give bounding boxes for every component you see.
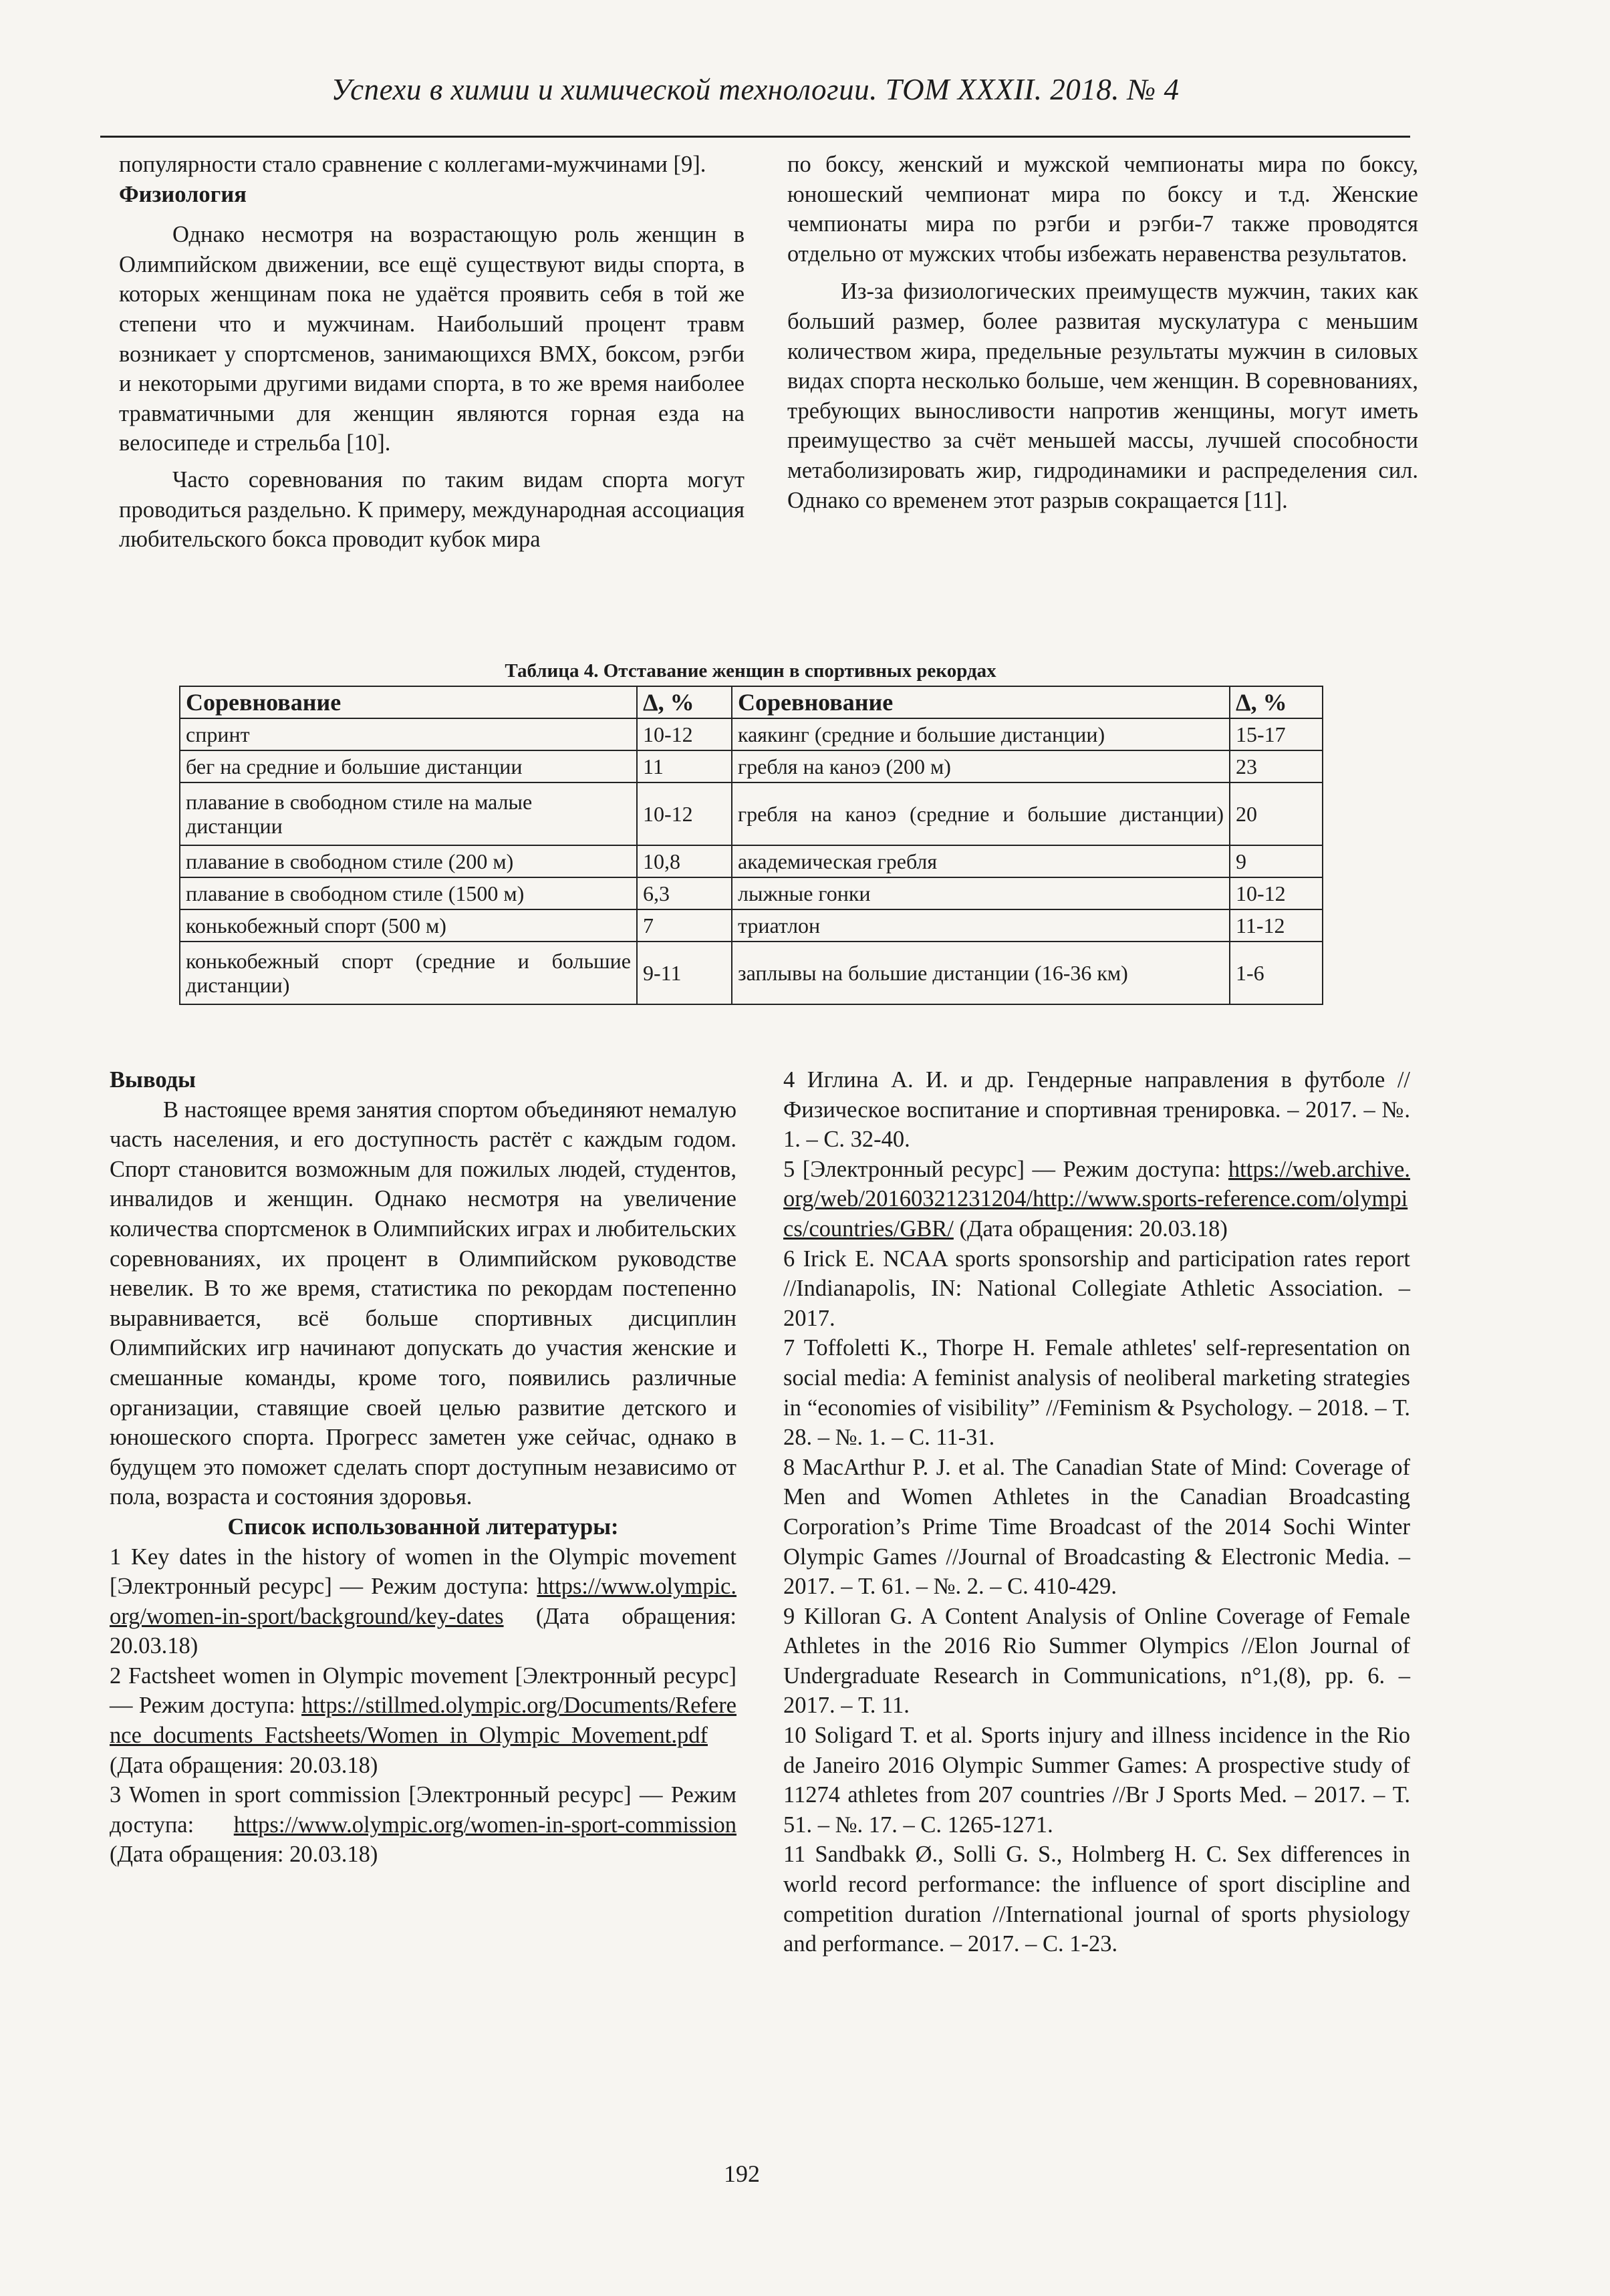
column-header: Соревнование [732, 686, 1230, 718]
journal-header: Успехи в химии и химической технологии. ТОМ XXXII. 2018. № 4 [331, 73, 1180, 106]
table-cell: 20 [1230, 782, 1323, 845]
paragraph: Часто соревнования по таким видам спорта могут проводиться раздельно. К примеру, международная ассоциация любительского бокса проводит кубок мира [119, 466, 745, 553]
reference-item: 3 Women in sport commission [Электронный ресурс] — Режим доступа: https://www.olympic.org/women-in-sport-commission (Дата обращения: 20.03.18) [110, 1782, 736, 1868]
table-cell: триатлон [732, 909, 1230, 942]
table-cell: 10,8 [637, 845, 732, 877]
table-cell: конькобежный спорт (500 м) [180, 909, 637, 942]
table-cell: гребля на каноэ (средние и большие дистанции) [732, 782, 1230, 845]
bottom-right-column [783, 1065, 1410, 1959]
table-header-row [180, 686, 1323, 718]
references-heading: Список использованной литературы: [227, 1514, 619, 1540]
paragraph: популярности стало сравнение с коллегами-мужчинами [9]. [119, 152, 706, 177]
table-cell: конькобежный спорт (средние и большие дистанции) [180, 942, 637, 1004]
table-cell: плавание в свободном стиле (1500 м) [180, 877, 637, 909]
column-header: Δ, % [637, 686, 732, 718]
column-header: Δ, % [1230, 686, 1323, 718]
reference-item: 2 Factsheet women in Olympic movement [Электронный ресурс] — Режим доступа: https://stillmed.olympic.org/Documents/Reference_documents_Factsheets/Women_in_Olympic_Movement.pdf (Дата обращения: 20.03.18) [110, 1663, 736, 1778]
table-cell: 1-6 [1230, 942, 1323, 1004]
table-row [180, 942, 1323, 1004]
table-cell: спринт [180, 718, 637, 750]
reference-link[interactable]: https://stillmed.olympic.org/Documents/Reference_documents_Factsheets/Women_in_Olympic_Movement.pdf [110, 1693, 736, 1749]
table-cell: заплывы на большие дистанции (16-36 км) [732, 942, 1230, 1004]
reference-item: 6 Irick E. NCAA sports sponsorship and participation rates report //Indianapolis, IN: National Collegiate Athletic Association. – 2017. [783, 1246, 1410, 1331]
table-cell: академическая гребля [732, 845, 1230, 877]
table-row [180, 718, 1323, 750]
table-caption: Таблица 4. Отставание женщин в спортивных рекордах [505, 660, 996, 682]
reference-item: 5 [Электронный ресурс] — Режим доступа: https://web.archive.org/web/20160321231204/http://www.sports-reference.com/olympics/countries/GBR/ (Дата обращения: 20.03.18) [783, 1156, 1410, 1242]
table-cell: 23 [1230, 750, 1323, 782]
header-divider [100, 136, 1410, 138]
table-cell: лыжные гонки [732, 877, 1230, 909]
table-cell: 11-12 [1230, 909, 1323, 942]
table-cell: 10-12 [637, 718, 732, 750]
table-cell: 9 [1230, 845, 1323, 877]
table-row [180, 845, 1323, 877]
section-heading-physiology: Физиология [119, 181, 247, 207]
reference-item: 11 Sandbakk Ø., Solli G. S., Holmberg H. C. Sex differences in world record performance: the influence of sport discipline and competition duration //International journal of sports physiology and performance. – 2017. – С. 1-23. [783, 1842, 1410, 1957]
reference-link[interactable]: https://web.archive.org/web/20160321231204/http://www.sports-reference.com/olympics/countries/GBR/ [783, 1156, 1410, 1242]
table-cell: 7 [637, 909, 732, 942]
paragraph: Однако несмотря на возрастающую роль женщин в Олимпийском движении, все ещё существуют виды спорта, в которых женщинам пока не удаётся проявить себя в той же степени что и мужчинам. Наибольший процент травм возникает у спортсменов, занимающихся BMX, боксом, рэгби и некоторыми другими видами спорта, в то же время наиболее травматичными для женщин являются горная езда на велосипеде и стрельба [10]. [119, 222, 745, 456]
reference-link[interactable]: https://www.olympic.org/women-in-sport/background/key-dates [110, 1574, 736, 1629]
bottom-left-column [110, 1065, 736, 1870]
table-cell: бег на средние и большие дистанции [180, 750, 637, 782]
table-cell: 9-11 [637, 942, 732, 1004]
table-cell: плавание в свободном стиле на малые дистанции [180, 782, 637, 845]
top-left-column [119, 150, 745, 555]
table-row [180, 750, 1323, 782]
reference-item: 4 Иглина А. И. и др. Гендерные направления в футболе //Физическое воспитание и спортивная тренировка. – 2017. – №. 1. – С. 32-40. [783, 1067, 1410, 1153]
table-row [180, 877, 1323, 909]
column-header: Соревнование [180, 686, 637, 718]
section-heading-conclusions: Выводы [110, 1067, 196, 1093]
top-right-column [787, 150, 1418, 515]
table-row [180, 909, 1323, 942]
records-table [179, 686, 1323, 1005]
paragraph: Из-за физиологических преимуществ мужчин, таких как больший размер, более развитая мускулатура с меньшим количеством жира, предельные результаты мужчин в силовых видах спорта несколько больше, чем женщин. В соревнованиях, требующих выносливости напротив женщины, могут иметь преимущество за счёт меньшей массы, лучшей способности метаболизировать жир, гидродинамики и распределения сил. Однако со временем этот разрыв сокращается [11]. [787, 279, 1418, 513]
table-cell: 15-17 [1230, 718, 1323, 750]
reference-item: 8 MacArthur P. J. et al. The Canadian State of Mind: Coverage of Men and Women Athletes in the Canadian Broadcasting Corporation’s Prime Time Broadcast of the 2014 Sochi Winter Olympic Games //Journal of Broadcasting & Electronic Media. – 2017. – Т. 61. – №. 2. – С. 410-429. [783, 1454, 1410, 1600]
reference-item: 9 Killoran G. A Content Analysis of Online Coverage of Female Athletes in the 2016 Rio Summer Olympics //Elon Journal of Undergraduate Research in Communications, n°1,(8), pp. 6. – 2017. – Т. 11. [783, 1603, 1410, 1719]
paragraph: В настоящее время занятия спортом объединяют немалую часть населения, и его доступность растёт с каждым годом. Спорт становится возможным для пожилых людей, студентов, инвалидов и женщин. Однако несмотря на увеличение количества спортсменок в Олимпийских играх и любительских соревнованиях, их процент в Олимпийском руководстве невелик. В то же время, статистика по рекордам постепенно выравнивается, всё больше спортивных дисциплин Олимпийских игр начинают допускать до участия женские и смешанные команды, кроме того, появились различные организации, ставящие своей целью развитие детского и юношеского спорта. Прогресс заметен уже сейчас, однако в будущем это поможет сделать спорт доступным независимо от пола, возраста и состояния здоровья. [110, 1097, 736, 1510]
page-number: 192 [724, 2160, 760, 2187]
table-cell: гребля на каноэ (200 м) [732, 750, 1230, 782]
table-row [180, 782, 1323, 845]
table-cell: 11 [637, 750, 732, 782]
table-cell: каякинг (средние и большие дистанции) [732, 718, 1230, 750]
table-cell: плавание в свободном стиле (200 м) [180, 845, 637, 877]
reference-item: 1 Key dates in the history of women in the Olympic movement [Электронный ресурс] — Режим доступа: https://www.olympic.org/women-in-sport/background/key-dates (Дата обращения: 20.03.18) [110, 1544, 736, 1659]
table-cell: 6,3 [637, 877, 732, 909]
reference-item: 7 Toffoletti K., Thorpe H. Female athletes' self-representation on social media: A feminist analysis of neoliberal marketing strategies in “economies of visibility” //Feminism & Psychology. – 2018. – Т. 28. – №. 1. – С. 11-31. [783, 1335, 1410, 1451]
reference-item: 10 Soligard T. et al. Sports injury and illness incidence in the Rio de Janeiro 2016 Olympic Summer Games: A prospective study of 11274 athletes from 207 countries //Br J Sports Med. – 2017. – Т. 51. – №. 17. – С. 1265-1271. [783, 1723, 1410, 1838]
reference-link[interactable]: https://www.olympic.org/women-in-sport-commission [233, 1812, 736, 1838]
paragraph: по боксу, женский и мужской чемпионаты мира по боксу, юношеский чемпионат мира по боксу и т.д. Женские чемпионаты мира по рэгби и рэгби-7 также проводятся отдельно от мужских чтобы избежать неравенства результатов. [787, 152, 1418, 267]
table-cell: 10-12 [1230, 877, 1323, 909]
table-cell: 10-12 [637, 782, 732, 845]
